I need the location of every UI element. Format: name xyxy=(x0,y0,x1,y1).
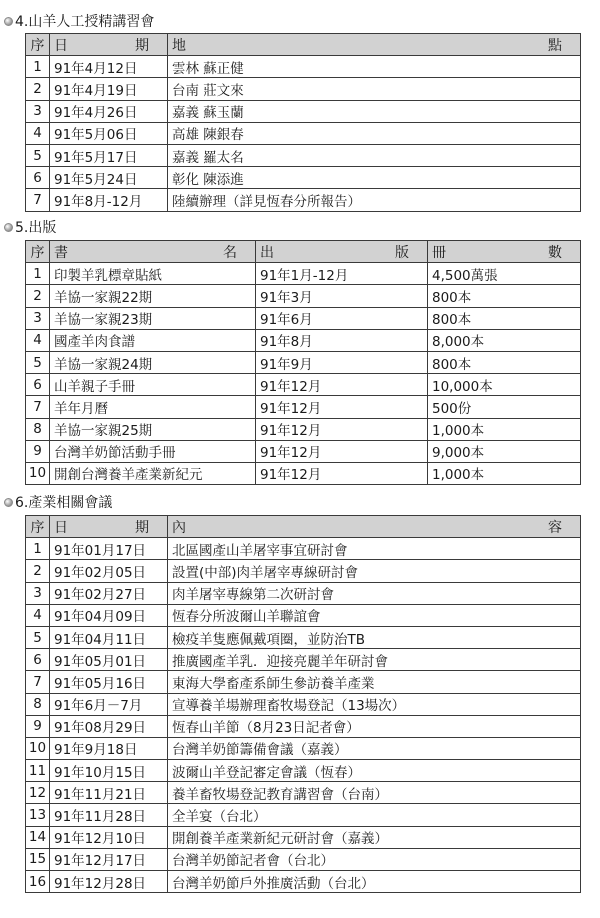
table-cell: 8,000本 xyxy=(428,329,581,351)
column-header: 序 xyxy=(26,34,50,56)
table-cell: 東海大學畜產系師生參訪養羊產業 xyxy=(168,671,581,693)
table-cell: 91年8月-12月 xyxy=(50,189,168,211)
table-cell: 91年12月17日 xyxy=(50,848,168,870)
section-title-text: 4.山羊人工授精講習會 xyxy=(15,14,155,30)
column-header: 內 容 xyxy=(168,516,581,538)
header-row xyxy=(26,34,581,56)
table-row xyxy=(26,737,581,759)
row-number-cell: 6 xyxy=(26,649,50,671)
table-cell: 開創養羊產業新紀元研討會（嘉義） xyxy=(168,826,581,848)
table-cell: 開創台灣養羊產業新紀元 xyxy=(50,462,256,484)
row-number-cell: 6 xyxy=(26,167,50,189)
row-number-cell: 15 xyxy=(26,848,50,870)
table-cell: 台灣羊奶節記者會（台北） xyxy=(168,848,581,870)
column-header: 書 名 xyxy=(50,241,256,263)
table-row xyxy=(26,78,581,100)
table-cell: 羊協一家親22期 xyxy=(50,285,256,307)
table-cell: 91年11月21日 xyxy=(50,782,168,804)
table-row xyxy=(26,263,581,285)
table-cell: 91年01月17日 xyxy=(50,538,168,560)
table-cell: 91年12月28日 xyxy=(50,871,168,893)
row-number-cell: 8 xyxy=(26,418,50,440)
table-cell: 91年5月24日 xyxy=(50,167,168,189)
table-cell: 波爾山羊登記審定會議（恆春） xyxy=(168,760,581,782)
table-row xyxy=(26,189,581,211)
table-row xyxy=(26,374,581,396)
training-table xyxy=(25,33,581,212)
table-row xyxy=(26,582,581,604)
row-number-cell: 7 xyxy=(26,396,50,418)
table-cell: 91年5月17日 xyxy=(50,144,168,166)
table-cell: 91年02月05日 xyxy=(50,560,168,582)
table-row xyxy=(26,396,581,418)
row-number-cell: 4 xyxy=(26,604,50,626)
table-cell: 91年4月26日 xyxy=(50,100,168,122)
table-cell: 羊年月曆 xyxy=(50,396,256,418)
row-number-cell: 1 xyxy=(26,538,50,560)
row-number-cell: 5 xyxy=(26,626,50,648)
table-cell: 91年05月01日 xyxy=(50,649,168,671)
table-row xyxy=(26,440,581,462)
header-row xyxy=(26,516,581,538)
table-cell: 91年12月 xyxy=(256,396,428,418)
table-cell: 91年6月 xyxy=(256,307,428,329)
table-cell: 91年12月10日 xyxy=(50,826,168,848)
table-cell: 91年5月06日 xyxy=(50,122,168,144)
section-title-text: 6.產業相關會議 xyxy=(15,495,113,511)
table-cell: 91年12月 xyxy=(256,462,428,484)
bullet-icon xyxy=(4,17,13,26)
table-cell: 恆春山羊節（8月23日記者會） xyxy=(168,715,581,737)
table-cell: 北區國產山羊屠宰事宜研討會 xyxy=(168,538,581,560)
column-header: 序 xyxy=(26,516,50,538)
table-cell: 91年3月 xyxy=(256,285,428,307)
table-row xyxy=(26,826,581,848)
table-cell: 羊協一家親25期 xyxy=(50,418,256,440)
row-number-cell: 2 xyxy=(26,285,50,307)
table-header xyxy=(26,34,581,56)
table-cell: 宣導養羊場辦理畜牧場登記（13場次） xyxy=(168,693,581,715)
table-cell: 9,000本 xyxy=(428,440,581,462)
table-cell: 台灣羊奶節活動手冊 xyxy=(50,440,256,462)
table-cell: 91年4月19日 xyxy=(50,78,168,100)
table-row xyxy=(26,462,581,484)
column-header: 冊 數 xyxy=(428,241,581,263)
row-number-cell: 3 xyxy=(26,307,50,329)
table-cell: 91年12月 xyxy=(256,374,428,396)
section-title-training xyxy=(4,11,154,31)
row-number-cell: 5 xyxy=(26,351,50,373)
table-cell: 91年04月09日 xyxy=(50,604,168,626)
table-row xyxy=(26,715,581,737)
table-cell: 91年12月 xyxy=(256,440,428,462)
table-cell: 91年08月29日 xyxy=(50,715,168,737)
table-cell: 800本 xyxy=(428,307,581,329)
table-row xyxy=(26,693,581,715)
table-cell: 羊協一家親24期 xyxy=(50,351,256,373)
table-cell: 91年4月12日 xyxy=(50,56,168,78)
row-number-cell: 3 xyxy=(26,582,50,604)
column-header: 序 xyxy=(26,241,50,263)
table-body xyxy=(26,263,581,485)
table-row xyxy=(26,307,581,329)
table-cell: 高雄 陳銀春 xyxy=(168,122,581,144)
header-row xyxy=(26,241,581,263)
table-cell: 山羊親子手冊 xyxy=(50,374,256,396)
table-cell: 設置(中部)肉羊屠宰專線研討會 xyxy=(168,560,581,582)
table-row xyxy=(26,144,581,166)
row-number-cell: 13 xyxy=(26,804,50,826)
row-number-cell: 7 xyxy=(26,189,50,211)
table-cell: 800本 xyxy=(428,351,581,373)
table-row xyxy=(26,604,581,626)
table-cell: 91年04月11日 xyxy=(50,626,168,648)
table-cell: 推廣國產羊乳．迎接亮麗羊年研討會 xyxy=(168,649,581,671)
row-number-cell: 11 xyxy=(26,760,50,782)
table-cell: 91年10月15日 xyxy=(50,760,168,782)
table-cell: 4,500萬張 xyxy=(428,263,581,285)
table-row xyxy=(26,418,581,440)
table-body xyxy=(26,538,581,893)
table-cell: 台灣羊奶節戶外推廣活動（台北） xyxy=(168,871,581,893)
row-number-cell: 4 xyxy=(26,122,50,144)
table-cell: 91年9月18日 xyxy=(50,737,168,759)
bullet-icon xyxy=(4,498,13,507)
table-cell: 91年6月－7月 xyxy=(50,693,168,715)
table-cell: 嘉義 羅太名 xyxy=(168,144,581,166)
section-title-publications xyxy=(4,217,56,237)
row-number-cell: 10 xyxy=(26,462,50,484)
table-row xyxy=(26,538,581,560)
table-row xyxy=(26,122,581,144)
row-number-cell: 14 xyxy=(26,826,50,848)
table-cell: 全羊宴（台北） xyxy=(168,804,581,826)
row-number-cell: 3 xyxy=(26,100,50,122)
row-number-cell: 9 xyxy=(26,715,50,737)
table-row xyxy=(26,804,581,826)
table-cell: 印製羊乳標章貼紙 xyxy=(50,263,256,285)
table-cell: 台灣羊奶節籌備會議（嘉義） xyxy=(168,737,581,759)
table-row xyxy=(26,100,581,122)
table-cell: 彰化 陳添進 xyxy=(168,167,581,189)
table-cell: 恆春分所波爾山羊聯誼會 xyxy=(168,604,581,626)
table-cell: 10,000本 xyxy=(428,374,581,396)
row-number-cell: 1 xyxy=(26,56,50,78)
table-row xyxy=(26,285,581,307)
table-cell: 91年1月-12月 xyxy=(256,263,428,285)
table-row xyxy=(26,56,581,78)
row-number-cell: 16 xyxy=(26,871,50,893)
row-number-cell: 1 xyxy=(26,263,50,285)
table-cell: 雲林 蘇正健 xyxy=(168,56,581,78)
table-cell: 陸續辦理（詳見恆春分所報告） xyxy=(168,189,581,211)
row-number-cell: 2 xyxy=(26,78,50,100)
table-row xyxy=(26,626,581,648)
row-number-cell: 5 xyxy=(26,144,50,166)
row-number-cell: 8 xyxy=(26,693,50,715)
table-cell: 嘉義 蘇玉蘭 xyxy=(168,100,581,122)
table-cell: 91年12月 xyxy=(256,418,428,440)
row-number-cell: 6 xyxy=(26,374,50,396)
table-header xyxy=(26,241,581,263)
table-header xyxy=(26,516,581,538)
publications-table xyxy=(25,240,581,485)
table-cell: 800本 xyxy=(428,285,581,307)
table-row xyxy=(26,560,581,582)
row-number-cell: 7 xyxy=(26,671,50,693)
table-cell: 羊協一家親23期 xyxy=(50,307,256,329)
table-cell: 500份 xyxy=(428,396,581,418)
table-cell: 國產羊肉食譜 xyxy=(50,329,256,351)
table-cell: 台南 莊文來 xyxy=(168,78,581,100)
row-number-cell: 9 xyxy=(26,440,50,462)
table-row xyxy=(26,329,581,351)
table-cell: 91年02月27日 xyxy=(50,582,168,604)
row-number-cell: 10 xyxy=(26,737,50,759)
table-row xyxy=(26,760,581,782)
table-row xyxy=(26,167,581,189)
table-cell: 1,000本 xyxy=(428,462,581,484)
table-cell: 91年9月 xyxy=(256,351,428,373)
section-title-meetings xyxy=(4,492,112,512)
table-body xyxy=(26,56,581,211)
column-header: 日 期 xyxy=(50,34,168,56)
table-row xyxy=(26,848,581,870)
table-cell: 肉羊屠宰專線第二次研討會 xyxy=(168,582,581,604)
table-cell: 91年05月16日 xyxy=(50,671,168,693)
bullet-icon xyxy=(4,223,13,232)
table-cell: 養羊畜牧場登記教育講習會（台南） xyxy=(168,782,581,804)
row-number-cell: 12 xyxy=(26,782,50,804)
table-cell: 1,000本 xyxy=(428,418,581,440)
row-number-cell: 4 xyxy=(26,329,50,351)
column-header: 出 版 xyxy=(256,241,428,263)
table-row xyxy=(26,671,581,693)
row-number-cell: 2 xyxy=(26,560,50,582)
table-cell: 檢疫羊隻應佩戴項圈，並防治TB xyxy=(168,626,581,648)
section-title-text: 5.出版 xyxy=(15,220,57,236)
table-cell: 91年8月 xyxy=(256,329,428,351)
column-header: 地 點 xyxy=(168,34,581,56)
table-row xyxy=(26,351,581,373)
table-cell: 91年11月28日 xyxy=(50,804,168,826)
table-row xyxy=(26,871,581,893)
table-row xyxy=(26,782,581,804)
table-row xyxy=(26,649,581,671)
column-header: 日 期 xyxy=(50,516,168,538)
meetings-table xyxy=(25,515,581,893)
